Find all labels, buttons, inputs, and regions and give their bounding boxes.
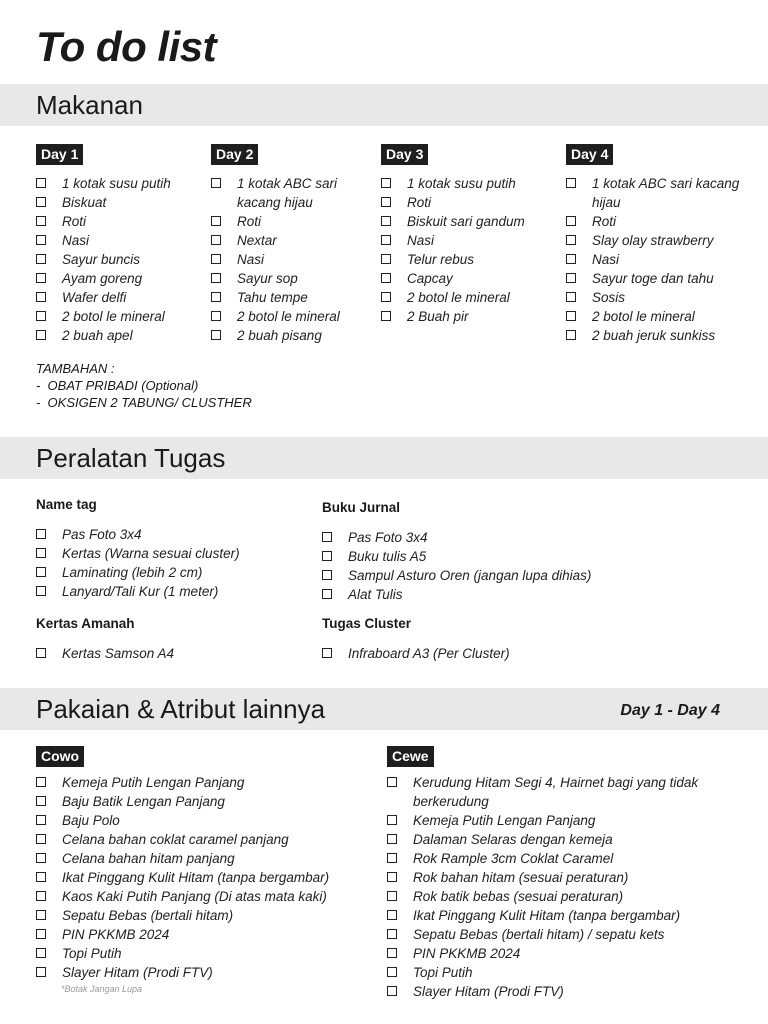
checklist-item-label: Tahu tempe (237, 290, 308, 305)
tambahan-note (36, 360, 252, 411)
cewe-badge: Cewe (387, 746, 434, 767)
checklist-item (322, 566, 652, 585)
checkbox[interactable] (381, 235, 391, 245)
checklist-item (36, 326, 206, 345)
checklist (387, 773, 732, 1001)
checkbox[interactable] (211, 254, 221, 264)
checkbox[interactable] (387, 986, 397, 996)
checkbox[interactable] (36, 216, 46, 226)
checklist-item (36, 849, 381, 868)
group-name-tag (36, 497, 306, 601)
checklist-item (387, 773, 732, 811)
checklist-item (322, 644, 652, 663)
checklist-item (381, 288, 561, 307)
checkbox[interactable] (36, 872, 46, 882)
checklist-item (566, 174, 746, 212)
checklist-item-label: Sepatu Bebas (bertali hitam) (62, 908, 234, 923)
day-badge: Day 2 (211, 144, 258, 165)
checklist-item (36, 212, 206, 231)
checklist-item-label: 1 kotak ABC sari kacang hijau (592, 176, 740, 210)
group-kertas-amanah (36, 616, 306, 663)
group-cewe (387, 746, 732, 1001)
checklist-item-label: Roti (237, 214, 262, 229)
checkbox[interactable] (36, 197, 46, 207)
checkbox[interactable] (322, 532, 332, 542)
checklist-item (381, 231, 561, 250)
checkbox[interactable] (387, 910, 397, 920)
checklist-item-label: 2 botol le mineral (407, 290, 510, 305)
checklist-item (381, 307, 561, 326)
checklist-item (211, 174, 361, 212)
checklist-item-label: 1 kotak ABC sari kacang hijau (237, 176, 338, 210)
checklist (36, 174, 206, 345)
checklist-item-label: 2 botol le mineral (592, 309, 695, 324)
checkbox[interactable] (566, 254, 576, 264)
checkbox[interactable] (211, 216, 221, 226)
checkbox[interactable] (381, 216, 391, 226)
group-tugas-cluster (322, 616, 652, 663)
checkbox[interactable] (211, 292, 221, 302)
day-column-2 (211, 144, 361, 345)
day-badge: Day 1 (36, 144, 83, 165)
checkbox[interactable] (566, 216, 576, 226)
checklist-item-label: Celana bahan coklat caramel panjang (62, 832, 289, 847)
checklist-item (387, 944, 732, 963)
checkbox[interactable] (36, 834, 46, 844)
checkbox[interactable] (387, 967, 397, 977)
checklist-item-label: Alat Tulis (348, 587, 403, 602)
checklist-item-label: Roti (62, 214, 87, 229)
checklist-item-label: Lanyard/Tali Kur (1 meter) (62, 584, 219, 599)
day-column-4 (566, 144, 746, 345)
checkbox[interactable] (387, 891, 397, 901)
checkbox[interactable] (211, 311, 221, 321)
checklist-item-label: Nasi (237, 252, 265, 267)
checklist (36, 525, 306, 601)
checklist-item-label: 2 botol le mineral (62, 309, 165, 324)
checklist-item (387, 849, 732, 868)
checklist-item-label: Sepatu Bebas (bertali hitam) / sepatu kets (413, 927, 665, 942)
checklist-item-label: Kaos Kaki Putih Panjang (Di atas mata kaki) (62, 889, 327, 904)
checklist-item (322, 528, 652, 547)
checklist-item (211, 231, 361, 250)
checklist-item-label: Rok batik bebas (sesuai peraturan) (413, 889, 624, 904)
checklist-item (566, 307, 746, 326)
checklist-item (36, 193, 206, 212)
checklist-item-label: Kemeja Putih Lengan Panjang (62, 775, 245, 790)
checklist-item-label: PIN PKKMB 2024 (62, 927, 170, 942)
checklist-item (387, 887, 732, 906)
checklist-item-label: Laminating (lebih 2 cm) (62, 565, 203, 580)
checkbox[interactable] (36, 235, 46, 245)
checkbox[interactable] (36, 648, 46, 658)
page-title: To do list (36, 23, 217, 70)
checklist-item-label: Buku tulis A5 (348, 549, 427, 564)
checklist-item (566, 288, 746, 307)
checklist-item-label: Kemeja Putih Lengan Panjang (413, 813, 596, 828)
checklist-item (387, 811, 732, 830)
checkbox[interactable] (36, 948, 46, 958)
checkbox[interactable] (36, 910, 46, 920)
checkbox[interactable] (36, 330, 46, 340)
checklist-item (381, 193, 561, 212)
checklist-item-label: Nasi (407, 233, 435, 248)
checkbox[interactable] (36, 178, 46, 188)
checkbox[interactable] (387, 834, 397, 844)
checklist-item-label: Nextar (237, 233, 277, 248)
checkbox[interactable] (566, 330, 576, 340)
footnote: *Botak Jangan Lupa (61, 984, 143, 994)
checkbox[interactable] (36, 292, 46, 302)
checklist-item (211, 269, 361, 288)
checklist-item-label: Baju Batik Lengan Panjang (62, 794, 225, 809)
checkbox[interactable] (387, 948, 397, 958)
checkbox[interactable] (566, 311, 576, 321)
checklist-item-label: Topi Putih (62, 946, 122, 961)
checkbox[interactable] (36, 586, 46, 596)
checklist-item-label: Wafer delfi (62, 290, 127, 305)
checklist-item (322, 585, 652, 604)
checklist-item-label: Rok bahan hitam (sesuai peraturan) (413, 870, 629, 885)
checklist-item-label: Telur rebus (407, 252, 475, 267)
checklist-item (36, 582, 306, 601)
group-heading: Kertas Amanah (36, 616, 135, 631)
checkbox[interactable] (36, 567, 46, 577)
checkbox[interactable] (322, 648, 332, 658)
section-header-pakaian (0, 688, 768, 730)
checklist-item (36, 925, 381, 944)
checkbox[interactable] (381, 273, 391, 283)
checkbox[interactable] (381, 311, 391, 321)
checkbox[interactable] (36, 853, 46, 863)
checklist-item (36, 644, 306, 663)
checkbox[interactable] (36, 777, 46, 787)
checkbox[interactable] (381, 292, 391, 302)
checkbox[interactable] (36, 815, 46, 825)
checklist-item (36, 792, 381, 811)
cowo-badge: Cowo (36, 746, 84, 767)
checklist-item (36, 288, 206, 307)
checklist-item (36, 887, 381, 906)
checklist-item-label: Slay olay strawberry (592, 233, 714, 248)
checklist-item-label: 2 botol le mineral (237, 309, 340, 324)
checkbox[interactable] (387, 777, 397, 787)
checklist-item (36, 307, 206, 326)
checklist-item (387, 982, 732, 1001)
group-heading: Buku Jurnal (322, 500, 401, 515)
checkbox[interactable] (322, 589, 332, 599)
checklist-item-label: 1 kotak susu putih (62, 176, 171, 191)
checklist-item-label: 2 buah jeruk sunkiss (592, 328, 716, 343)
tambahan-line: - OKSIGEN 2 TABUNG/ CLUSTHER (36, 395, 252, 410)
checklist-item-label: Infraboard A3 (Per Cluster) (348, 646, 510, 661)
day-badge: Day 3 (381, 144, 428, 165)
checklist-item-label: Sayur toge dan tahu (592, 271, 714, 286)
checkbox[interactable] (387, 872, 397, 882)
checkbox[interactable] (381, 197, 391, 207)
checklist-item-label: Roti (592, 214, 617, 229)
checklist-item-label: Nasi (592, 252, 620, 267)
checklist-item (36, 868, 381, 887)
checklist (322, 644, 652, 663)
checklist-item (36, 811, 381, 830)
checklist-item-label: 1 kotak susu putih (407, 176, 516, 191)
checklist-item (211, 288, 361, 307)
checklist-item-label: 2 buah apel (62, 328, 133, 343)
checkbox[interactable] (36, 796, 46, 806)
checklist-item-label: Slayer Hitam (Prodi FTV) (413, 984, 564, 999)
checklist (381, 174, 561, 326)
checklist-item (387, 830, 732, 849)
checklist-item-label: Pas Foto 3x4 (348, 530, 428, 545)
checklist-item-label: Ikat Pinggang Kulit Hitam (tanpa bergambar) (413, 908, 681, 923)
day-column-3 (381, 144, 561, 326)
checklist-item-label: 2 Buah pir (407, 309, 469, 324)
section-title: Pakaian & Atribut lainnya (36, 694, 326, 724)
checklist-item (36, 773, 381, 792)
checkbox[interactable] (566, 235, 576, 245)
checklist-item (36, 525, 306, 544)
checklist-item-label: Biskuit sari gandum (407, 214, 525, 229)
checklist-item (36, 250, 206, 269)
checklist-item (211, 307, 361, 326)
checkbox[interactable] (381, 254, 391, 264)
checklist-item (387, 906, 732, 925)
checklist-item-label: Kerudung Hitam Segi 4, Hairnet bagi yang tidak berkerudung (413, 775, 699, 809)
group-cowo (36, 746, 381, 982)
checklist-item (36, 906, 381, 925)
section-title: Makanan (36, 90, 143, 120)
checklist (566, 174, 746, 345)
checklist-item-label: Kertas (Warna sesuai cluster) (62, 546, 240, 561)
checklist-item-label: Biskuat (62, 195, 107, 210)
checklist-item-label: Roti (407, 195, 432, 210)
checkbox[interactable] (211, 273, 221, 283)
checklist-item (381, 212, 561, 231)
checklist-item (36, 231, 206, 250)
checklist-item-label: Pas Foto 3x4 (62, 527, 142, 542)
checklist-item-label: Dalaman Selaras dengan kemeja (413, 832, 613, 847)
checklist-item (36, 269, 206, 288)
section-title: Peralatan Tugas (36, 443, 226, 473)
checkbox[interactable] (566, 178, 576, 188)
checklist-item (566, 212, 746, 231)
checkbox[interactable] (211, 178, 221, 188)
checklist (36, 773, 381, 982)
checklist-item-label: Baju Polo (62, 813, 120, 828)
checklist-item (36, 944, 381, 963)
checkbox[interactable] (36, 929, 46, 939)
checkbox[interactable] (387, 853, 397, 863)
checklist-item-label: 2 buah pisang (237, 328, 322, 343)
checklist-item (566, 326, 746, 345)
checkbox[interactable] (387, 929, 397, 939)
checkbox[interactable] (211, 235, 221, 245)
checklist-item (322, 547, 652, 566)
checkbox[interactable] (381, 178, 391, 188)
group-heading: Tugas Cluster (322, 616, 412, 631)
checklist-item (381, 250, 561, 269)
checklist-item (387, 868, 732, 887)
checklist (211, 174, 361, 345)
checklist-item (211, 326, 361, 345)
checkbox[interactable] (566, 292, 576, 302)
checkbox[interactable] (36, 311, 46, 321)
checklist-item-label: Ayam goreng (62, 271, 143, 286)
group-heading: Name tag (36, 497, 97, 512)
tambahan-heading: TAMBAHAN : (36, 361, 115, 376)
checklist-item-label: Slayer Hitam (Prodi FTV) (62, 965, 213, 980)
checklist-item-label: Sayur buncis (62, 252, 141, 267)
checklist (36, 644, 306, 663)
group-buku-jurnal (322, 500, 652, 604)
day-range-label: Day 1 - Day 4 (620, 702, 720, 719)
checklist-item-label: Topi Putih (413, 965, 473, 980)
checkbox[interactable] (36, 967, 46, 977)
checkbox[interactable] (322, 551, 332, 561)
checklist-item (36, 830, 381, 849)
checklist-item (387, 963, 732, 982)
section-header-makanan (0, 84, 768, 126)
checklist-item (566, 269, 746, 288)
checklist-item-label: Sayur sop (237, 271, 298, 286)
checklist-item (211, 250, 361, 269)
checklist-item (36, 963, 381, 982)
checkbox[interactable] (322, 570, 332, 580)
checklist-item-label: Kertas Samson A4 (62, 646, 175, 661)
checkbox[interactable] (36, 548, 46, 558)
checklist-item-label: Sampul Asturo Oren (jangan lupa dihias) (348, 568, 592, 583)
checklist-item-label: Nasi (62, 233, 90, 248)
checklist-item-label: Celana bahan hitam panjang (62, 851, 235, 866)
checklist-item-label: Rok Rample 3cm Coklat Caramel (413, 851, 614, 866)
checklist-item-label: Ikat Pinggang Kulit Hitam (tanpa bergambar) (62, 870, 330, 885)
checklist-item (36, 563, 306, 582)
checklist-item (387, 925, 732, 944)
checklist-item (381, 269, 561, 288)
checklist-item (381, 174, 561, 193)
checklist-item-label: Sosis (592, 290, 626, 305)
checkbox[interactable] (36, 273, 46, 283)
tambahan-line: - OBAT PRIBADI (Optional) (36, 378, 199, 393)
checklist-item-label: PIN PKKMB 2024 (413, 946, 521, 961)
checkbox[interactable] (36, 254, 46, 264)
checkbox[interactable] (36, 529, 46, 539)
checklist-item (566, 250, 746, 269)
checkbox[interactable] (211, 330, 221, 340)
checklist-item (36, 174, 206, 193)
section-header-peralatan (0, 437, 768, 479)
checklist-item-label: Capcay (407, 271, 453, 286)
checkbox[interactable] (566, 273, 576, 283)
checkbox[interactable] (36, 891, 46, 901)
checklist (322, 528, 652, 604)
checkbox[interactable] (387, 815, 397, 825)
day-badge: Day 4 (566, 144, 613, 165)
checklist-item (211, 212, 361, 231)
checklist-item (566, 231, 746, 250)
day-column-1 (36, 144, 206, 345)
checklist-item (36, 544, 306, 563)
